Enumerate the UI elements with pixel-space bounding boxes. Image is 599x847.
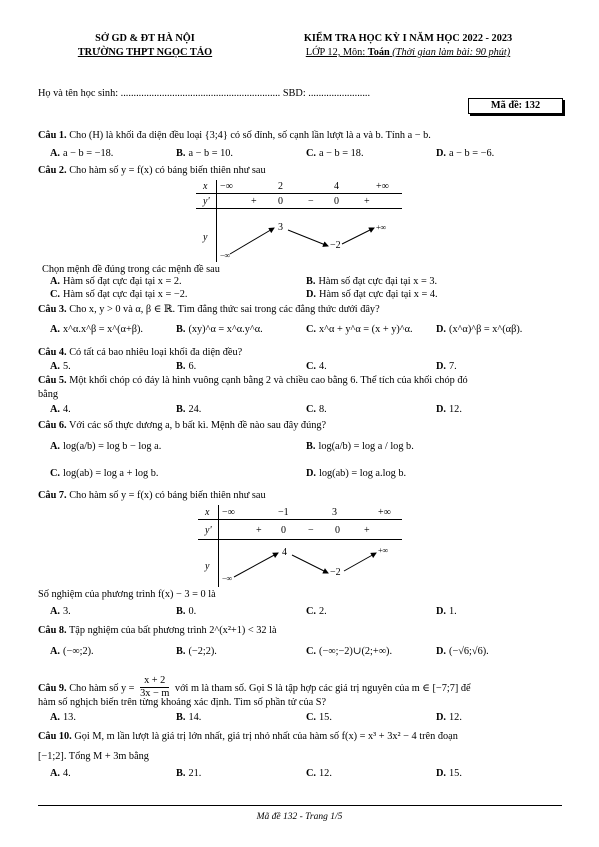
question-3: Câu 3. Cho x, y > 0 và α, β ∈ ℝ. Tìm đẳng thức sai trong các đẳng thức dưới đây? — [38, 304, 380, 315]
q7-y-label: y — [205, 561, 210, 572]
q2-option-b[interactable]: B. Hàm số đạt cực đại tại x = 3. — [306, 276, 438, 287]
q8-option-d[interactable]: D. (−√6;√6). — [436, 646, 489, 657]
q7-option-d[interactable]: D. 1. — [436, 606, 457, 617]
question-6: Câu 6. Với các số thực dương a, b bất kì. Mệnh đề nào sau đây đúng? — [38, 420, 327, 431]
q7-sign: 0 — [281, 525, 286, 536]
question-8: Câu 8. Tập nghiệm của bất phương trình 2^(x²+1) < 32 là — [38, 625, 277, 636]
q2-arrows — [196, 180, 402, 262]
q2-yprime-label: y' — [203, 196, 210, 207]
footer-rule — [38, 805, 562, 806]
question-2: Câu 2. Cho hàm số y = f(x) có bảng biến thiên như sau — [38, 165, 266, 176]
q2-y-value: +∞ — [376, 223, 387, 232]
q4-option-a[interactable]: A. 5. — [50, 361, 71, 372]
q5-option-a[interactable]: A. 4. — [50, 404, 71, 415]
q6-option-c[interactable]: C. log(ab) = log a + log b. — [50, 468, 159, 479]
q2-y-value: −∞ — [220, 251, 231, 260]
q7-y-value: +∞ — [378, 546, 389, 555]
q7-option-a[interactable]: A. 3. — [50, 606, 71, 617]
page-footer: Mã đề 132 - Trang 1/5 — [256, 812, 343, 822]
q10-option-b[interactable]: B. 21. — [176, 768, 202, 779]
q9-option-a[interactable]: A. 13. — [50, 712, 76, 723]
q4-option-b[interactable]: B. 6. — [176, 361, 197, 372]
variation-table-q7 — [198, 505, 402, 587]
q3-option-d[interactable]: D. (x^α)^β = x^(αβ). — [436, 324, 523, 335]
question-5-cont: bằng — [38, 389, 59, 400]
q3-option-c[interactable]: C. x^α + y^α = (x + y)^α. — [306, 324, 413, 335]
q2-x-value: 2 — [278, 181, 283, 192]
q1-option-c[interactable]: C. a − b = 18. — [306, 148, 364, 159]
q5-option-d[interactable]: D. 12. — [436, 404, 462, 415]
exam-code-box — [468, 98, 563, 114]
q7-x-value: 3 — [332, 507, 337, 518]
school-name: TRƯỜNG THPT NGỌC TẢO — [77, 47, 213, 58]
q2-y-value: 3 — [278, 222, 283, 233]
q2-sign: + — [251, 196, 257, 207]
q8-option-b[interactable]: B. (−2;2). — [176, 646, 217, 657]
q5-option-c[interactable]: C. 8. — [306, 404, 327, 415]
q7-x-value: −∞ — [222, 507, 235, 518]
q7-x-label: x — [205, 507, 210, 518]
q7-arrows — [198, 505, 402, 587]
q9-option-d[interactable]: D. 12. — [436, 712, 462, 723]
class-subject-line: LỚP 12, Môn: Toán (Thời gian làm bài: 90 phút) — [305, 47, 511, 58]
question-9: Câu 9. Cho hàm số y = $\frac{x + 2}{3x - m}$ với m là tham số. Gọi S là tập hợp các giá trị nguyên của m ∈ [−7;7] để — [38, 675, 471, 699]
q10-option-c[interactable]: C. 12. — [306, 768, 332, 779]
student-info-line: Họ và tên học sinh: .............................................................. SBD: ........................ — [38, 88, 371, 99]
q9-fraction: $\frac{x + 2}{3x - m}$ — [140, 675, 170, 699]
q7-yprime-label: y' — [205, 525, 212, 536]
q7-y-value: −2 — [330, 567, 341, 578]
q8-option-a[interactable]: A. (−∞;2). — [50, 646, 94, 657]
q7-x-value: −1 — [278, 507, 289, 518]
q2-x-value: −∞ — [220, 181, 233, 192]
q9-option-c[interactable]: C. 15. — [306, 712, 332, 723]
q2-x-label: x — [203, 181, 208, 192]
q5-option-b[interactable]: B. 24. — [176, 404, 202, 415]
variation-table-q2 — [196, 180, 402, 262]
q8-option-c[interactable]: C. (−∞;−2)∪(2;+∞). — [306, 646, 393, 657]
q7-x-value: +∞ — [378, 507, 391, 518]
q2-option-c[interactable]: C. Hàm số đạt cực đại tại x = −2. — [50, 289, 188, 300]
q3-option-b[interactable]: B. (xy)^α = x^α.y^α. — [176, 324, 263, 335]
q2-option-a[interactable]: A. Hàm số đạt cực đại tại x = 2. — [50, 276, 182, 287]
q1-option-b[interactable]: B. a − b = 10. — [176, 148, 233, 159]
q7-y-value: 4 — [282, 547, 287, 558]
q2-x-value: 4 — [334, 181, 339, 192]
q2-sign: + — [364, 196, 370, 207]
q4-option-c[interactable]: C. 4. — [306, 361, 327, 372]
q2-y-value: −2 — [330, 240, 341, 251]
q7-option-b[interactable]: B. 0. — [176, 606, 197, 617]
q3-option-a[interactable]: A. x^α.x^β = x^(α+β). — [50, 324, 143, 335]
q2-sign: 0 — [334, 196, 339, 207]
question-7: Câu 7. Cho hàm số y = f(x) có bảng biến thiên như sau — [38, 490, 266, 501]
question-10-cont: [−1;2]. Tổng M + 3m bằng — [38, 751, 149, 762]
q7-option-c[interactable]: C. 2. — [306, 606, 327, 617]
question-10: Câu 10. Gọi M, m lần lượt là giá trị lớn nhất, giá trị nhỏ nhất của hàm số f(x) = x³ + 3x² − 4 trên đoạn — [38, 731, 458, 742]
q7-sign: + — [256, 525, 262, 536]
q2-prompt: Chọn mệnh đề đúng trong các mệnh đề sau — [42, 264, 220, 275]
q2-option-d[interactable]: D. Hàm số đạt cực đại tại x = 4. — [306, 289, 438, 300]
q7-prompt: Số nghiệm của phương trình f(x) − 3 = 0 là — [38, 589, 216, 600]
q1-option-a[interactable]: A. a − b = −18. — [50, 148, 114, 159]
q4-option-d[interactable]: D. 7. — [436, 361, 457, 372]
q6-option-b[interactable]: B. log(a/b) = log a / log b. — [306, 441, 414, 452]
dept-name: SỞ GD & ĐT HÀ NỘI — [95, 33, 195, 44]
q7-y-value: −∞ — [222, 574, 233, 583]
question-1: Câu 1. Cho (H) là khối đa diện đều loại {3;4} có số đỉnh, số cạnh lần lượt là a và b. Tính a − b. — [38, 130, 431, 141]
question-9-cont: hàm số nghịch biến trên từng khoảng xác định. Tìm số phần tử của S? — [38, 697, 327, 708]
q2-sign: − — [308, 196, 314, 207]
q10-option-d[interactable]: D. 15. — [436, 768, 462, 779]
q2-sign: 0 — [278, 196, 283, 207]
q2-y-label: y — [203, 232, 208, 243]
q7-sign: − — [308, 525, 314, 536]
exam-title: KIỂM TRA HỌC KỲ I NĂM HỌC 2022 - 2023 — [303, 33, 513, 44]
q7-sign: 0 — [335, 525, 340, 536]
q7-sign: + — [364, 525, 370, 536]
question-4: Câu 4. Có tất cả bao nhiêu loại khối đa diện đều? — [38, 347, 243, 358]
q9-option-b[interactable]: B. 14. — [176, 712, 202, 723]
question-5: Câu 5. Một khối chóp có đáy là hình vuông cạnh bằng 2 và chiều cao bằng 6. Thể tích của khối chóp đó — [38, 375, 468, 386]
q10-option-a[interactable]: A. 4. — [50, 768, 71, 779]
q1-option-d[interactable]: D. a − b = −6. — [436, 148, 495, 159]
exam-code: Mã đề: 132 — [490, 100, 541, 111]
q6-option-a[interactable]: A. log(a/b) = log b − log a. — [50, 441, 162, 452]
q2-x-value: +∞ — [376, 181, 389, 192]
q6-option-d[interactable]: D. log(ab) = log a.log b. — [306, 468, 407, 479]
